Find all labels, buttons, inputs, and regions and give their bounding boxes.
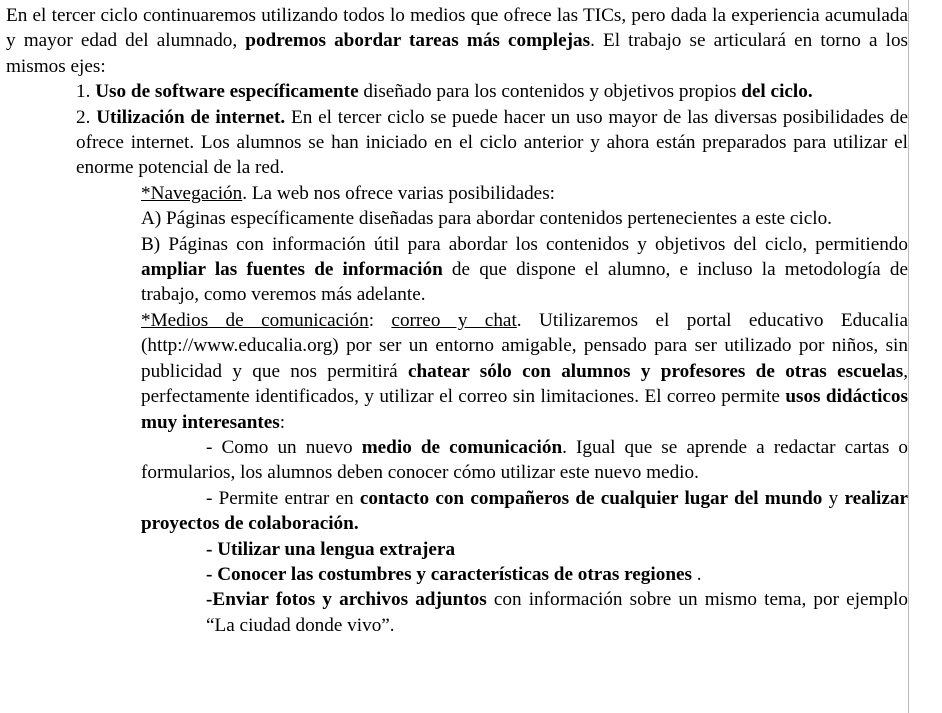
- item-1-text: diseñado para los contenidos y objetivos propios: [358, 81, 742, 103]
- document-body: [6, 3, 908, 638]
- media-bold-uses: usos didácticos muy interesantes: [141, 386, 908, 433]
- didactic-use-5: [6, 587, 908, 638]
- media-colon: :: [368, 309, 392, 331]
- option-b-bold: ampliar las fuentes de información: [141, 259, 443, 281]
- didactic-use-1-text-end: . Igual que se aprende a redactar cartas o formularios, los alumnos deben conocer cómo utilizar este nuevo medio.: [141, 436, 908, 484]
- didactic-use-1-text: - Como un nuevo: [206, 436, 362, 458]
- didactic-use-1: [6, 435, 908, 486]
- didactic-use-2: [6, 486, 908, 537]
- media-text-2: , perfectamente identificados, y utilizar el correo sin limitaciones. El correo permite: [141, 360, 908, 408]
- didactic-use-2-text: - Permite entrar en: [206, 487, 360, 509]
- media-paragraph: [6, 308, 908, 435]
- item-1-bold: Uso de software específicamente: [95, 81, 359, 103]
- didactic-use-2-bold: contacto con compañeros de cualquier lugar del mundo: [359, 487, 823, 509]
- item-2: [6, 105, 908, 181]
- intro-text: En el tercer ciclo continuaremos utilizando todos lo medios que ofrece las TICs, pero dada la experiencia acumulada y mayor edad del alumnado,: [6, 5, 908, 52]
- didactic-use-4-bold: Conocer las costumbres y características de otras regiones: [217, 563, 692, 585]
- item-2-number: 2.: [76, 106, 97, 128]
- intro-paragraph: [6, 3, 908, 79]
- navigation-heading: *Navegación: [141, 182, 243, 204]
- option-b-text-end: de que dispone el alumno, e incluso la metodología de trabajo, como veremos más adelante.: [141, 259, 908, 306]
- didactic-use-5-dash: -: [206, 589, 213, 611]
- intro-text-end: . El trabajo se articulará en torno a los mismos ejes:: [6, 30, 909, 77]
- option-b-text: B) Páginas con información útil para abordar los contenidos y objetivos del ciclo, permitiendo: [141, 233, 908, 255]
- media-bold-chat: chatear sólo con alumnos y profesores de otras escuelas: [407, 360, 904, 382]
- didactic-use-2-bold-end: realizar proyectos de colaboración.: [141, 487, 909, 535]
- media-text-end: :: [279, 411, 286, 433]
- navigation-text: . La web nos ofrece varias posibilidades:: [242, 182, 555, 204]
- didactic-use-2-and: y: [822, 487, 845, 509]
- item-2-text: En el tercer ciclo se puede hacer un uso mayor de las diversas posibilidades de ofrece internet. Los alumnos se han iniciado en el ciclo anterior y ahora están preparados para utilizar el enorme potencial de la red.: [76, 106, 909, 179]
- page-edge-rule: [908, 0, 909, 713]
- intro-bold: podremos abordar tareas más complejas: [245, 30, 591, 52]
- media-chat-link: correo y chat: [391, 309, 517, 331]
- item-1: [6, 79, 908, 104]
- didactic-use-3: [6, 537, 908, 562]
- option-a: A) Páginas específicamente diseñadas para abordar contenidos pertenecientes a este ciclo.: [141, 208, 832, 230]
- didactic-use-3-dash: -: [206, 538, 218, 560]
- didactic-use-1-bold: medio de comunicación: [361, 436, 563, 458]
- didactic-use-4-end: .: [691, 563, 702, 585]
- media-heading: *Medios de comunicación: [141, 309, 369, 331]
- media-text: . Utilizaremos el portal educativo Educalia (http://www.educalia.org) por ser un entorno amigable, pensado para ser utilizado por niños, sin publicidad y que nos permitirá: [141, 309, 908, 382]
- item-1-bold-end: del ciclo.: [741, 81, 813, 103]
- navigation-paragraph: [6, 181, 908, 206]
- didactic-use-5-text: con información sobre un mismo tema, por ejemplo “La ciudad donde vivo”.: [206, 589, 908, 636]
- item-2-bold: Utilización de internet.: [96, 106, 286, 128]
- didactic-use-4: [6, 562, 908, 587]
- option-b: [6, 232, 908, 308]
- didactic-use-3-bold: Utilizar una lengua extrajera: [217, 538, 456, 560]
- didactic-use-4-dash: -: [206, 563, 218, 585]
- item-1-number: 1.: [76, 81, 96, 103]
- didactic-use-5-bold: Enviar fotos y archivos adjuntos: [212, 589, 487, 611]
